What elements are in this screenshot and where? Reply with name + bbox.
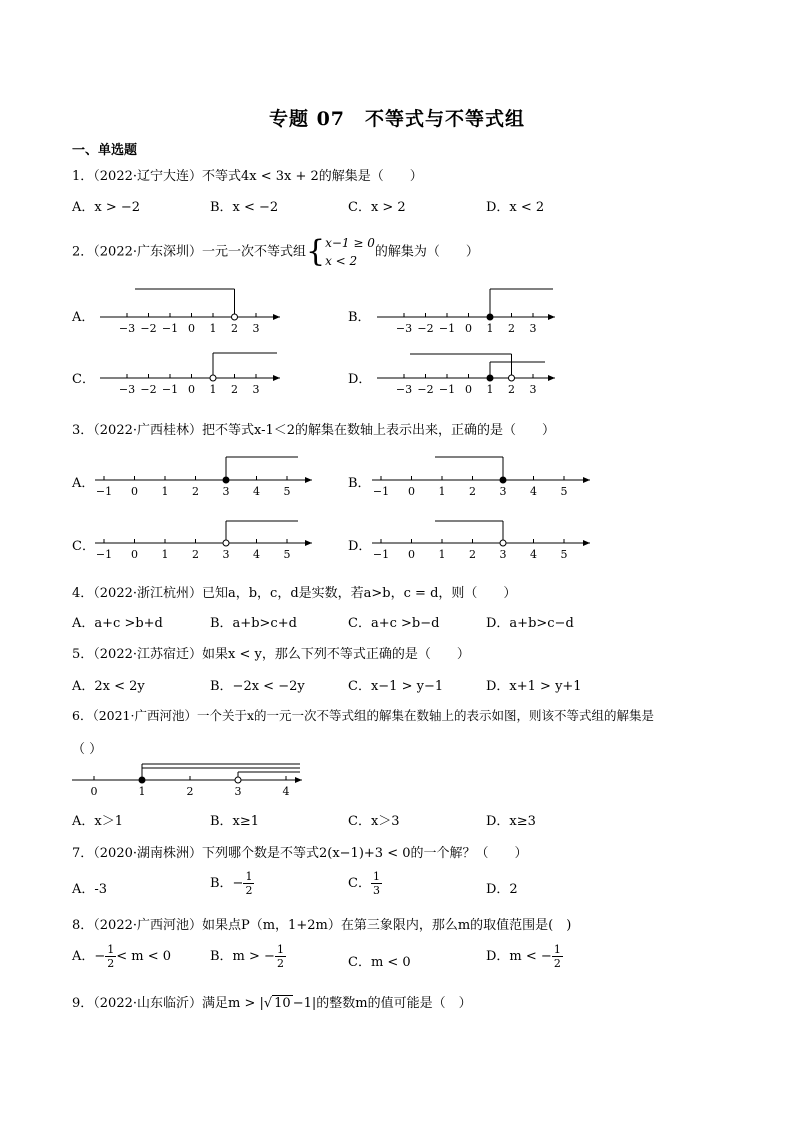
q1-option-a: A．x > −2 xyxy=(72,200,141,215)
q6-line-arrow xyxy=(295,777,302,783)
q6-line-tick-label: 4 xyxy=(282,785,290,798)
q2d-line-tick-label: 0 xyxy=(465,383,472,396)
question-6-paren: （ ） xyxy=(72,742,103,757)
q5-option-b: B．−2x < −2y xyxy=(210,679,305,694)
question-7-stem: 7．（2020·湖南株洲）下列哪个数是不等式2(x−1)+3 < 0的一个解？（ ） xyxy=(72,846,528,861)
q2-option-c: C． xyxy=(72,372,95,387)
q2a-line-tick-label: −1 xyxy=(161,322,179,335)
q3d-line-tick-label: 5 xyxy=(560,548,568,561)
q3d-line-tick-label: −1 xyxy=(372,548,390,561)
question-4-stem: 4．（2022·浙江杭州）已知a，b，c，d是实数，若a>b，c = d，则（ ） xyxy=(72,586,517,601)
q1-option-d: D．x < 2 xyxy=(486,200,545,215)
fraction: $\frac{1}{2}$ xyxy=(107,943,115,970)
q8-option-c: C．m < 0 xyxy=(348,955,411,970)
q2d-line-tick-label: 1 xyxy=(486,383,494,396)
q3d-line-tick-label: 2 xyxy=(469,548,476,561)
q2b-line-tick-label: −2 xyxy=(417,322,434,335)
question-3-stem: 3．（2022·广西桂林）把不等式x-1＜2的解集在数轴上表示出来，正确的是（ ） xyxy=(72,423,556,438)
q2b-line-tick-label: 2 xyxy=(508,322,515,335)
q2c-endpoint xyxy=(210,375,216,381)
q3c-endpoint xyxy=(223,540,229,546)
q3c-line-tick-label: 5 xyxy=(283,548,291,561)
fraction: $\frac{1}{2}$ xyxy=(245,870,253,897)
q7-option-d: D．2 xyxy=(486,882,518,897)
q3c-line-tick-label: −1 xyxy=(95,548,113,561)
q3b-line-tick-label: 1 xyxy=(438,485,446,498)
section-heading: 一、单选题 xyxy=(72,143,138,158)
q6-line-tick-label: 3 xyxy=(234,785,242,798)
q2d-line-tick-label: −3 xyxy=(395,383,413,396)
q3a-line-tick-label: 0 xyxy=(131,485,138,498)
q3-option-c: C． xyxy=(72,539,95,554)
q5-option-c: C．x−1 > y−1 xyxy=(348,679,444,694)
q3a-line-tick-label: 3 xyxy=(222,485,230,498)
q3-option-b: B． xyxy=(348,476,371,491)
q2c-line-tick-label: 0 xyxy=(188,383,195,396)
q3a-line-tick-label: 4 xyxy=(253,485,260,498)
q6-line-tick-label: 0 xyxy=(90,785,98,798)
q3d-line-arrow xyxy=(583,540,590,546)
q2a-line-tick-label: 3 xyxy=(252,322,260,335)
fraction: $\frac{1}{2}$ xyxy=(276,943,284,970)
q3c-line-tick-label: 3 xyxy=(222,548,230,561)
q7-c-prefix: C． xyxy=(348,876,371,891)
q2c-line-tick-label: 3 xyxy=(252,383,260,396)
q2c-line-tick-label: −3 xyxy=(118,383,136,396)
q2a-endpoint xyxy=(232,314,238,320)
q3d-endpoint xyxy=(500,540,506,546)
q2b-line-tick-label: −1 xyxy=(438,322,456,335)
q3b-endpoint xyxy=(500,477,506,483)
q6-option-b: B．x≥1 xyxy=(210,814,260,829)
q2-stem-post: 的解集为（ ） xyxy=(374,244,479,260)
q6-endpoint xyxy=(139,777,145,783)
q2b-line-arrow xyxy=(548,314,555,320)
q2c-line-tick-label: −1 xyxy=(161,383,179,396)
q3d-line-tick-label: 3 xyxy=(499,548,507,561)
q3b-line-arrow xyxy=(583,477,590,483)
q4-option-d: D．a+b>c−d xyxy=(486,616,574,631)
q2-option-d: D． xyxy=(348,372,372,387)
q6-option-a: A．x＞1 xyxy=(72,814,123,829)
fraction: $\frac{1}{3}$ xyxy=(372,870,380,897)
q2a-line-tick-label: −2 xyxy=(140,322,157,335)
q2b-line-tick-label: −3 xyxy=(395,322,413,335)
q2-option-a: A． xyxy=(72,310,95,325)
q3a-endpoint xyxy=(223,477,229,483)
q5-option-d: D．x+1 > y+1 xyxy=(486,679,582,694)
q3c-line-tick-label: 4 xyxy=(253,548,260,561)
q3a-line-arrow xyxy=(305,477,312,483)
q1-option-c: C．x > 2 xyxy=(348,200,406,215)
q8-option-a: A．− $\frac{1}{2}$ < m < 0 xyxy=(72,943,172,970)
system-line-1: x−1 ≥ 0 xyxy=(325,236,375,250)
question-1-stem: 1．（2022·辽宁大连）不等式4x < 3x + 2的解集是（ ） xyxy=(72,169,423,184)
q4-option-b: B．a+b>c+d xyxy=(210,616,297,631)
sqrt-radicand: 10 xyxy=(274,996,291,1011)
q7-option-a: A．-3 xyxy=(72,882,108,897)
q2b-line-tick-label: 3 xyxy=(529,322,537,335)
fraction: $\frac{1}{2}$ xyxy=(553,943,561,970)
q2d-line-tick-label: 2 xyxy=(508,383,515,396)
q3c-line-tick-label: 0 xyxy=(131,548,138,561)
q3d-line-tick-label: 0 xyxy=(408,548,415,561)
q2b-line-tick-label: 0 xyxy=(465,322,472,335)
q6-line-tick-label: 1 xyxy=(138,785,146,798)
q3a-line-tick-label: 1 xyxy=(161,485,169,498)
q4-option-c: C．a+c >b−d xyxy=(348,616,440,631)
q2a-line-tick-label: 1 xyxy=(209,322,217,335)
q6-endpoint xyxy=(235,777,241,783)
q2d-endpoint xyxy=(509,375,515,381)
q8-option-d: D．m < − $\frac{1}{2}$ xyxy=(486,943,561,970)
question-9-stem: 9．（2022·山东临沂）满足m > |√ 10 −1|的整数m的值可能是（ ） xyxy=(72,996,472,1011)
q3b-line-tick-label: 3 xyxy=(499,485,507,498)
q3b-line-tick-label: −1 xyxy=(372,485,390,498)
q3b-line-tick-label: 5 xyxy=(560,485,568,498)
q2c-line-arrow xyxy=(273,375,280,381)
q2b-line-tick-label: 1 xyxy=(486,322,494,335)
q2d-line-tick-label: −1 xyxy=(438,383,456,396)
q3-option-a: A． xyxy=(72,476,95,491)
q3b-line-tick-label: 2 xyxy=(469,485,476,498)
q2d-line-tick-label: 3 xyxy=(529,383,537,396)
q3d-line-tick-label: 1 xyxy=(438,548,446,561)
q8-option-b: B．m > − $\frac{1}{2}$ xyxy=(210,943,284,970)
q6-option-d: D．x≥3 xyxy=(486,814,536,829)
q3-option-d: D． xyxy=(348,539,372,554)
q2a-line-tick-label: −3 xyxy=(118,322,136,335)
q2c-line-tick-label: 1 xyxy=(209,383,217,396)
question-2-stem: 2．（2022·广东深圳）一元一次不等式组{ x−1 ≥ 0 x < 2 的解集为（ ） xyxy=(72,234,479,269)
question-5-stem: 5．（2022·江苏宿迁）如果x < y，那么下列不等式正确的是（ ） xyxy=(72,647,470,662)
q3a-line-tick-label: −1 xyxy=(95,485,113,498)
q3b-line-tick-label: 4 xyxy=(530,485,537,498)
q3b-line-tick-label: 0 xyxy=(408,485,415,498)
q2d-line-tick-label: −2 xyxy=(417,383,434,396)
q3c-line-tick-label: 1 xyxy=(161,548,169,561)
q3a-line-tick-label: 5 xyxy=(283,485,291,498)
q2-stem-pre: 2．（2022·广东深圳）一元一次不等式组 xyxy=(72,244,306,260)
q4-option-a: A．a+c >b+d xyxy=(72,616,163,631)
q2d-line-arrow xyxy=(548,375,555,381)
q6-line-tick-label: 2 xyxy=(186,785,194,798)
q2d-endpoint xyxy=(487,375,493,381)
q2a-line-tick-label: 0 xyxy=(188,322,195,335)
q2-option-b: B． xyxy=(348,310,371,325)
q2a-line-arrow xyxy=(273,314,280,320)
q7-b-prefix: B．− xyxy=(210,876,244,891)
q2c-line-tick-label: −2 xyxy=(140,383,157,396)
q3d-line-tick-label: 4 xyxy=(530,548,537,561)
q3c-line-tick-label: 2 xyxy=(192,548,199,561)
q3a-line-tick-label: 2 xyxy=(192,485,199,498)
q3c-line-arrow xyxy=(305,540,312,546)
q6-option-c: C．x＞3 xyxy=(348,814,400,829)
q5-option-a: A．2x < 2y xyxy=(72,679,145,694)
question-8-stem: 8．（2022·广西河池）如果点P（m，1+2m）在第三象限内，那么m的取值范围是( ) xyxy=(72,918,572,933)
page-title: 专题 07 不等式与不等式组 xyxy=(268,108,526,130)
q2a-line-tick-label: 2 xyxy=(231,322,238,335)
q2c-line-tick-label: 2 xyxy=(231,383,238,396)
system-line-2: x < 2 xyxy=(325,254,358,268)
q1-option-b: B．x < −2 xyxy=(210,200,279,215)
question-6-stem: 6．（2021·广西河池）一个关于x的一元一次不等式组的解集在数轴上的表示如图，则该不等式组的解集是 xyxy=(72,708,655,723)
q2b-endpoint xyxy=(487,314,493,320)
